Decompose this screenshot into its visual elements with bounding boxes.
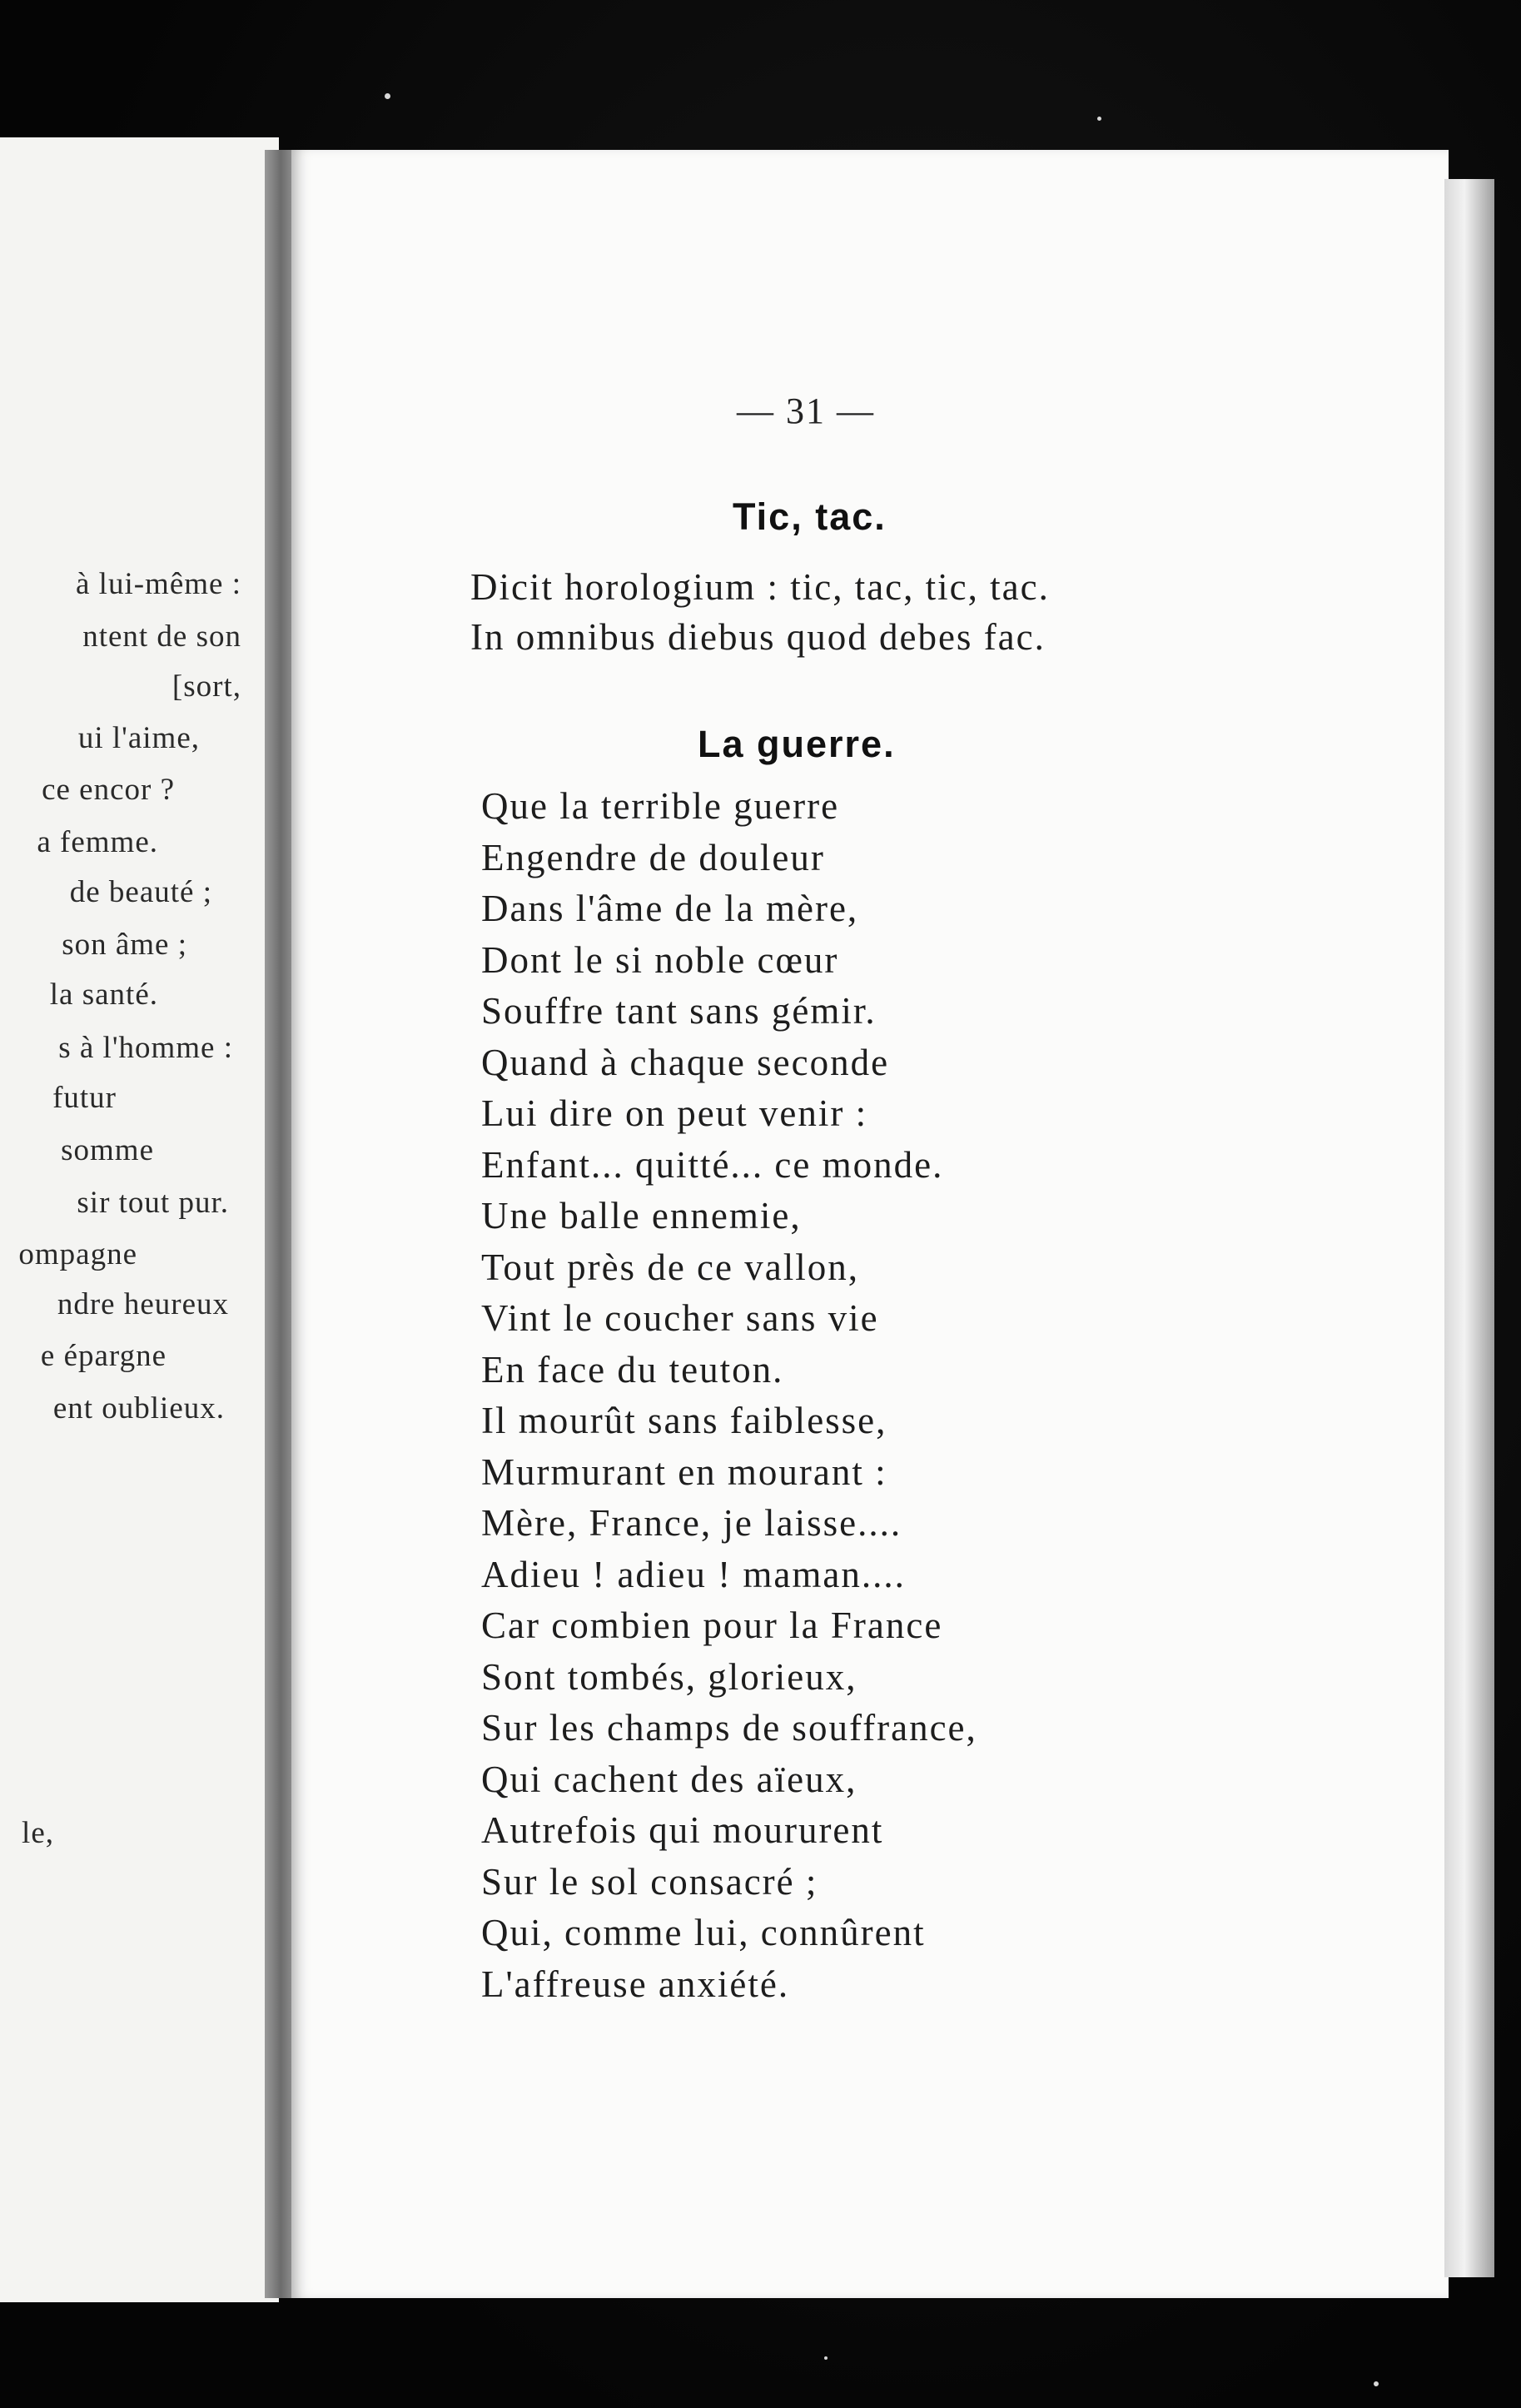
left-page-line: a femme. (37, 825, 158, 859)
left-page-line: s à l'homme : (58, 1031, 233, 1065)
verse-line: Il mourût sans faiblesse, (481, 1400, 887, 1441)
dust-speck (1097, 117, 1101, 121)
left-page-line: futur (52, 1081, 117, 1115)
verse-line: Adieu ! adieu ! maman.... (481, 1553, 906, 1595)
verse-line: Dans l'âme de la mère, (481, 888, 859, 929)
verse-line: Souffre tant sans gémir. (481, 990, 877, 1032)
left-page-line: [sort, (171, 669, 241, 704)
page-number: — 31 — (737, 391, 875, 431)
verse-line: Vint le coucher sans vie (481, 1297, 879, 1339)
left-page-line: son âme ; (62, 928, 187, 962)
verse-line: Autrefois qui moururent (481, 1809, 884, 1851)
verse-line: Murmurant en mourant : (481, 1450, 887, 1493)
verse-line: In omnibus diebus quod debes fac. (470, 616, 1046, 658)
verse-line: Qui, comme lui, connûrent (481, 1912, 926, 1953)
left-page-line: ui l'aime, (77, 721, 200, 755)
verse-line: Sur le sol consacré ; (481, 1860, 818, 1903)
left-page-line: à lui-même : (76, 567, 241, 601)
verse-line: Quand à chaque seconde (481, 1041, 890, 1083)
left-page-line: de beauté ; (69, 875, 212, 909)
verse-line: Car combien pour la France (481, 1605, 943, 1646)
verse-line: Que la terrible guerre (481, 785, 840, 827)
verse-line: Dicit horologium : tic, tac, tic, tac. (470, 566, 1050, 608)
verse-line: Qui cachent des aïeux, (481, 1758, 857, 1800)
left-page-line: ompagne (18, 1237, 137, 1271)
left-page-line: ce encor ? (42, 773, 175, 807)
left-page-line: somme (61, 1133, 154, 1167)
verse-line: Enfant... quitté... ce monde. (481, 1143, 944, 1186)
verse-line: Une balle ennemie, (481, 1195, 802, 1236)
dust-speck (824, 2356, 828, 2360)
left-page-line: ntent de son (82, 619, 241, 654)
left-page-line: ent oublieux. (52, 1391, 225, 1425)
left-page-line: sir tout pur. (77, 1186, 229, 1220)
verse-line: En face du teuton. (481, 1348, 784, 1391)
verse-line: Lui dire on peut venir : (481, 1092, 868, 1134)
dust-speck (1374, 2381, 1379, 2386)
verse-line: Dont le si noble cœur (481, 938, 839, 981)
verse-line: Mère, France, je laisse.... (481, 1502, 902, 1544)
verse-line: L'affreuse anxiété. (481, 1963, 790, 2005)
poem-title-la-guerre: La guerre. (698, 723, 896, 765)
left-page (0, 137, 279, 2302)
book-gutter (265, 150, 291, 2298)
verse-line: Sur les champs de souffrance, (481, 1707, 977, 1749)
left-page-line: le, (22, 1816, 54, 1850)
page-edge (1444, 179, 1494, 2277)
poem-title-tic-tac: Tic, tac. (733, 495, 887, 538)
left-page-line: e épargne (40, 1339, 167, 1373)
verse-line: Sont tombés, glorieux, (481, 1655, 857, 1698)
left-page-line: ndre heureux (57, 1287, 229, 1321)
poem-la-guerre (481, 781, 977, 2010)
verse-line: Engendre de douleur (481, 836, 825, 878)
poem-tic-tac (470, 562, 1050, 662)
dust-speck (385, 93, 390, 99)
verse-line: Tout près de ce vallon, (481, 1246, 859, 1288)
left-page-line: la santé. (49, 978, 158, 1012)
